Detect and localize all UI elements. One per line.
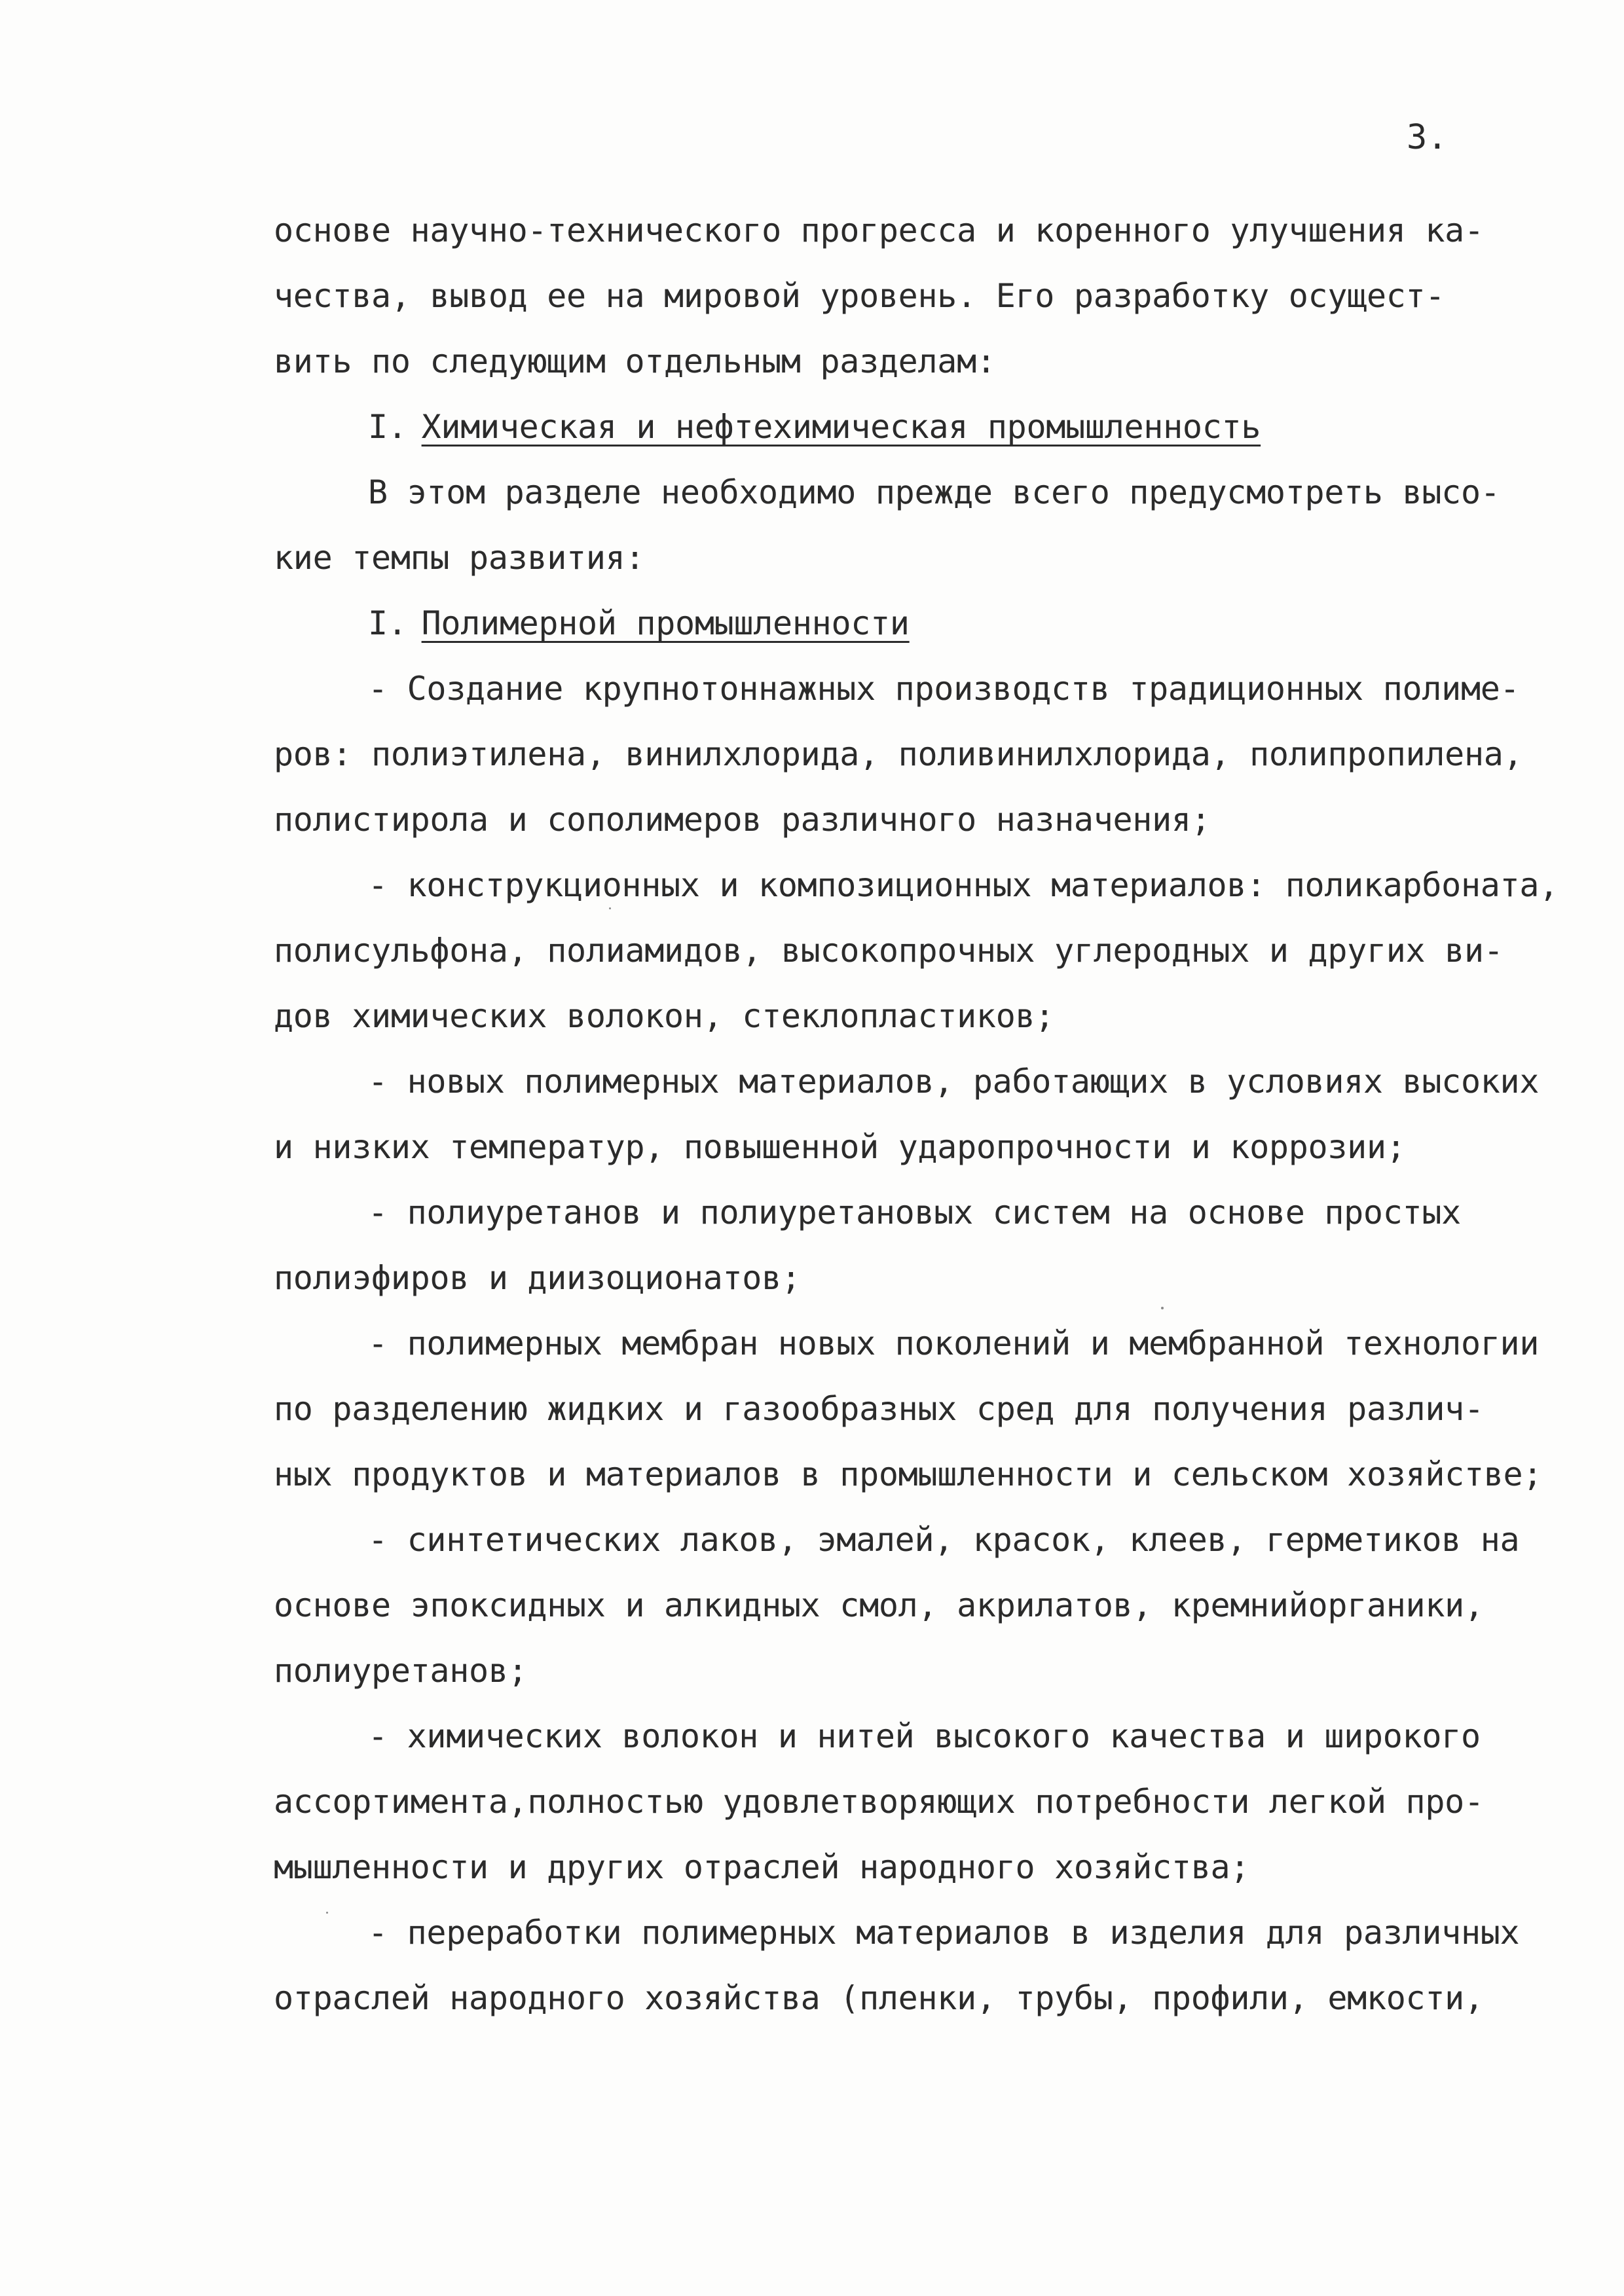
text-line: - полимерных мембран новых поколений и мембранной технологии (368, 1324, 1540, 1362)
paper-speck (609, 907, 611, 909)
text-line: полиуретанов; (274, 1652, 528, 1690)
text-line: вить по следующим отдельным разделам: (274, 342, 996, 380)
subsection-heading (368, 604, 910, 643)
text-line: по разделению жидких и газообразных сред для получения различ- (274, 1390, 1484, 1428)
text-line: и низких температур, повышенной ударопрочности и коррозии; (274, 1128, 1406, 1166)
text-line: - химических волокон и нитей высокого качества и широкого (368, 1717, 1481, 1755)
text-line: ассортимента,полностью удовлетворяющих потребности легкой про- (274, 1783, 1484, 1821)
section-number: I. (368, 408, 407, 446)
text-line: ров: полиэтилена, винилхлорида, поливинилхлорида, полипропилена, (274, 735, 1523, 773)
text-line: мышленности и других отраслей народного хозяйства; (274, 1848, 1250, 1886)
text-line: полиэфиров и диизоционатов; (274, 1259, 801, 1297)
text-line: чества, вывод ее на мировой уровень. Его разработку осущест- (274, 277, 1445, 315)
text-line: отраслей народного хозяйства (пленки, трубы, профили, емкости, (274, 1979, 1484, 2017)
text-line: дов химических волокон, стеклопластиков; (274, 997, 1055, 1035)
section-heading (368, 407, 1261, 446)
text-line: - синтетических лаков, эмалей, красок, клеев, герметиков на (368, 1521, 1520, 1559)
text-line: В этом разделе необходимо прежде всего предусмотреть высо- (368, 473, 1500, 511)
section-title: Химическая и нефтехимическая промышленность (421, 408, 1261, 446)
page-number: 3. (1407, 118, 1448, 157)
text-line: - переработки полимерных материалов в изделия для различных (368, 1914, 1520, 1952)
text-line: - Создание крупнотоннажных производств традиционных полиме- (368, 670, 1520, 708)
text-line: полисульфона, полиамидов, высокопрочных углеродных и других ви- (274, 932, 1504, 970)
subsection-number: I. (368, 604, 407, 642)
text-line: основе эпоксидных и алкидных смол, акрилатов, кремнийорганики, (274, 1586, 1484, 1624)
text-line: - конструкционных и композиционных материалов: поликарбоната, (368, 866, 1559, 904)
subsection-title: Полимерной промышленности (421, 604, 910, 642)
text-line: - полиуретанов и полиуретановых систем на основе простых (368, 1194, 1461, 1231)
text-line: полистирола и сополимеров различного назначения; (274, 801, 1211, 839)
text-line: кие темпы развития: (274, 539, 645, 577)
paper-speck (1161, 1307, 1164, 1309)
text-line: - новых полимерных материалов, работающих в условиях высоких (368, 1063, 1540, 1101)
paper-speck (326, 1912, 328, 1914)
text-line: основе научно-технического прогресса и коренного улучшения ка- (274, 211, 1484, 249)
text-line: ных продуктов и материалов в промышленности и сельском хозяйстве; (274, 1455, 1543, 1493)
